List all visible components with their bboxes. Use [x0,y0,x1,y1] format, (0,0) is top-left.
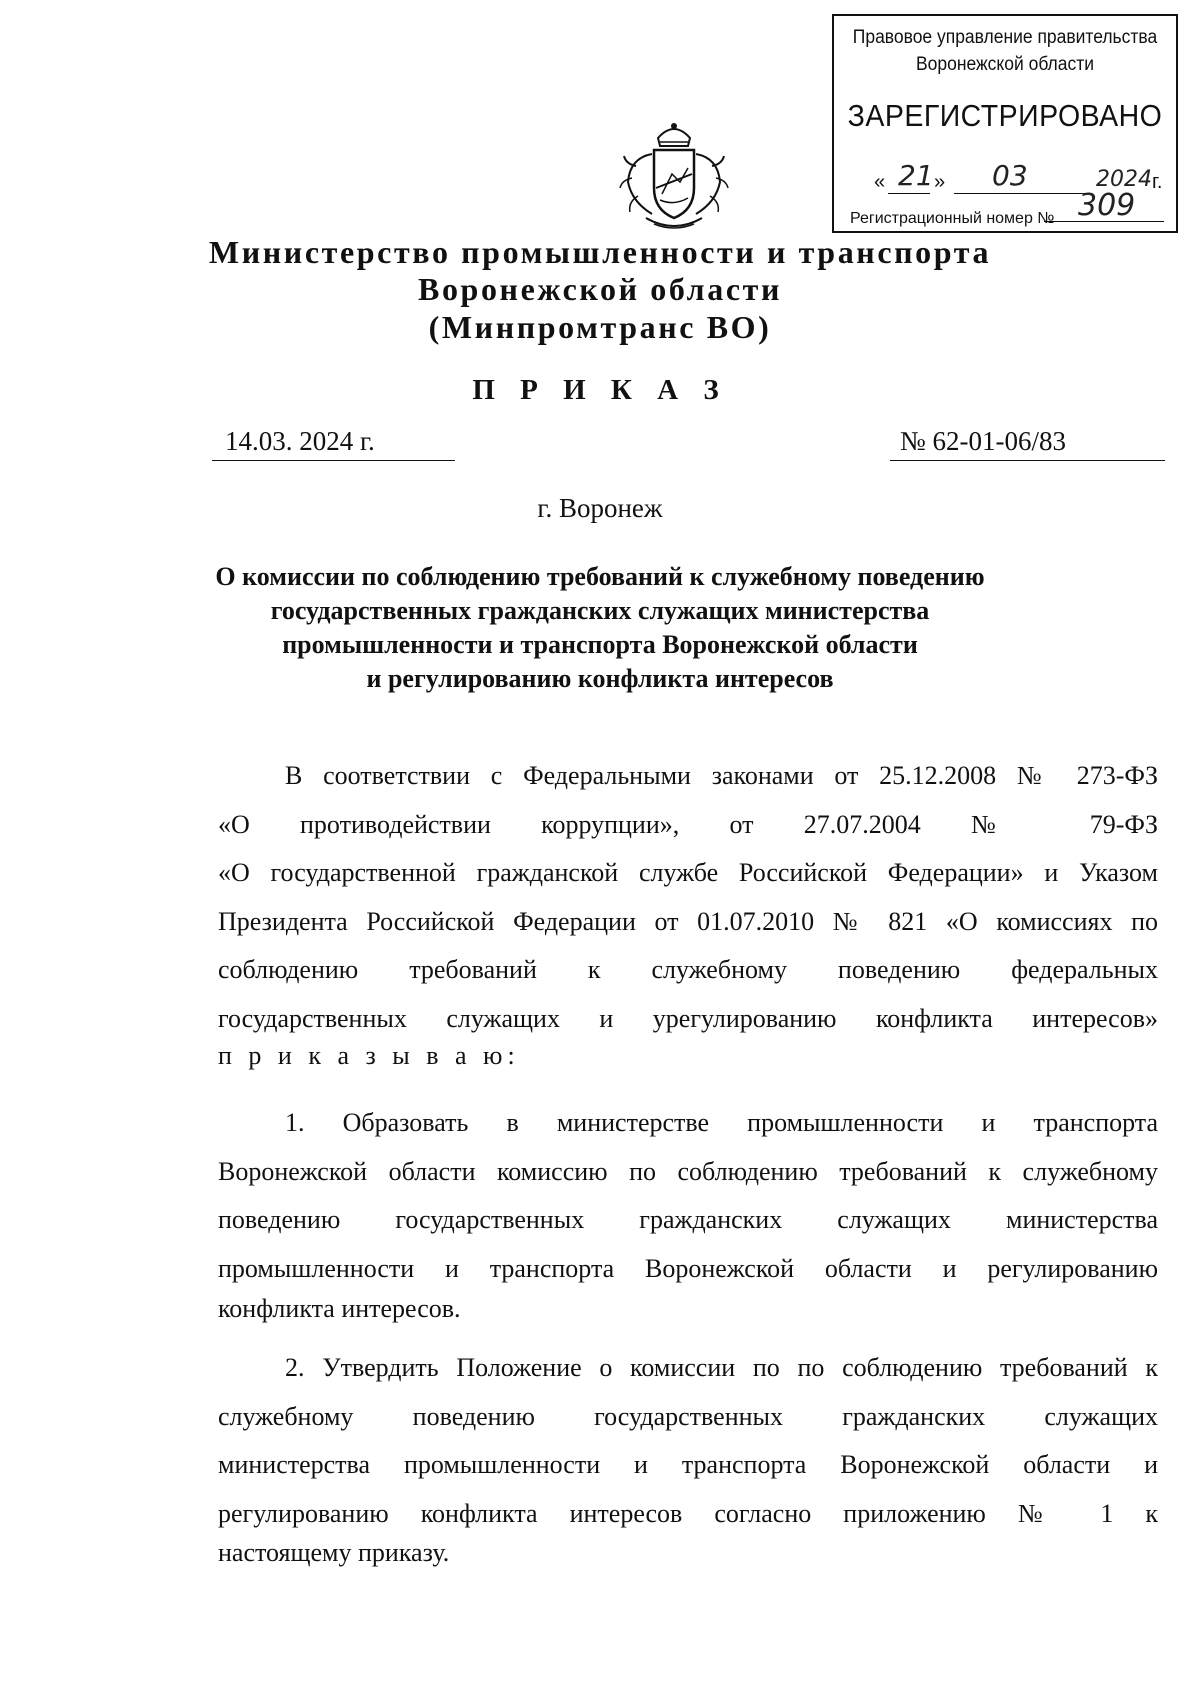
stamp-date-day: 21 [898,159,934,192]
preamble-line: Президента Российской Федерации от 01.07.2010 № 821 «О комиссиях по [218,906,1158,936]
stamp-regno-value: 309 [1078,188,1136,223]
title-line: государственных гражданских служащих министерства [270,596,930,625]
item1-line: 1. Образовать в министерстве промышленности и транспорта [285,1108,1158,1137]
stamp-regno-label: Регистрационный номер № [850,210,1055,227]
coat-of-arms-emblem [618,118,730,234]
preamble-line: соблюдению требований к служебному поведению федеральных [218,955,1158,984]
ministry-name-line1: Министерство промышленности и транспорта [208,234,992,270]
item2-line: регулированию конфликта интересов согласно приложению № 1 к [218,1498,1158,1528]
ministry-name-line2: Воронежской области [418,271,782,307]
preamble-line: государственных служащих и урегулированию конфликта интересов» [218,1003,1158,1033]
document-number-underline [890,460,1165,461]
document-title [0,560,1200,696]
stamp-date-close-quote: » [934,171,946,193]
item2-line: 2. Утвердить Положение о комиссии по по соблюдению требований к [285,1353,1158,1382]
order-item-2 [218,1344,1158,1538]
stamp-date-open-quote: « [874,171,886,193]
stamp-status: ЗАРЕГИСТРИРОВАНО [847,98,1163,133]
stamp-date-month: 03 [992,159,1028,192]
order-word-text: п р и к а з ы в а ю: [218,1041,520,1070]
item1-line: Воронежской области комиссию по соблюдению требований к служебному [218,1156,1158,1186]
ministry-short-name: (Минпромтранс ВО) [428,309,772,345]
item1-line: промышленности и транспорта Воронежской области и регулированию [218,1253,1158,1283]
document-date: 14.03. 2024 г. [225,426,375,456]
document-number: № 62-01-06/83 [900,426,1066,456]
registration-stamp [832,14,1178,233]
item1-line: поведению государственных гражданских служащих министерства [218,1205,1158,1234]
stamp-date-suffix: г. [1152,171,1163,193]
stamp-org-line1: Правовое управление правительства [852,27,1158,48]
order-word [218,1041,520,1071]
item2-last-line: настоящему приказу. [218,1538,450,1567]
stamp-date-year: 2024 [1096,167,1152,192]
document-type: П Р И К А З [472,374,728,406]
item2-line: служебному поведению государственных гражданских служащих [218,1401,1158,1431]
title-line: промышленности и транспорта Воронежской области [282,630,918,659]
preamble-line: «О государственной гражданской службе Российской Федерации» и Указом [218,858,1158,887]
preamble-paragraph [218,752,1158,1043]
preamble-line: «О противодействии коррупции», от 27.07.2004 № 79-ФЗ [218,809,1158,839]
title-line: О комиссии по соблюдению требований к служебному поведению [215,562,985,591]
stamp-org-line2: Воронежской области [915,54,1094,75]
document-date-underline [212,460,455,461]
order-item-1 [218,1099,1158,1293]
item1-last-line: конфликта интересов. [218,1294,461,1323]
preamble-line: В соответствии с Федеральными законами от 25.12.2008 № 273-ФЗ [285,761,1158,790]
title-line: и регулированию конфликта интересов [366,664,834,693]
document-city: г. Воронеж [537,493,663,523]
item2-line: министерства промышленности и транспорта Воронежской области и [218,1450,1158,1479]
